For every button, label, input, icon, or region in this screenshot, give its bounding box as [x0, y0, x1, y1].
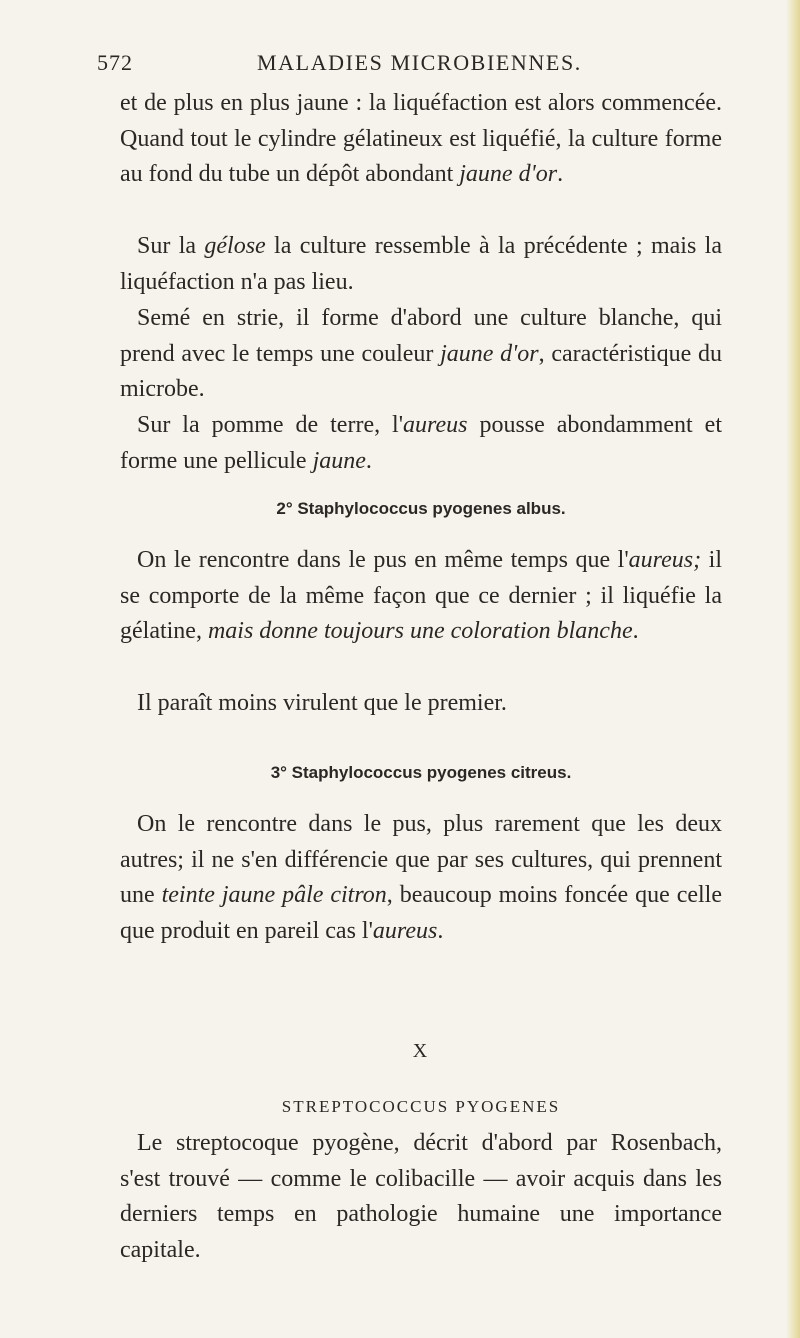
- paragraph-pomme-de-terre: Sur la pomme de terre, l'aureus pousse abondamment et forme une pellicule jaune.: [120, 412, 722, 474]
- paragraph-citreus: On le rencontre dans le pus, plus rarement que les deux autres; il ne s'en différencie que par ses cultures, qui prennent une teinte jaune pâle citron, beaucoup moins foncée que celle que produit en pareil cas l'aureus.: [120, 811, 723, 945]
- paragraph-virulence: Il paraît moins virulent que le premier.: [137, 690, 507, 716]
- paragraph-strie: Semé en strie, il forme d'abord une culture blanche, qui prend avec le temps une couleur jaune d'or, caractéristique du microbe.: [120, 305, 722, 403]
- running-title: MALADIES MICROBIENNES.: [257, 50, 582, 75]
- section-title: STREPTOCOCCUS PYOGENES: [281, 1097, 561, 1116]
- subheading-albus: 2° Staphylococcus pyogenes albus.: [276, 499, 566, 518]
- paragraph-streptococcus: Le streptocoque pyogène, décrit d'abord par Rosenbach, s'est trouvé — comme le colibacille — avoir acquis dans les derniers temps en pathologie humaine une importance capitale.: [120, 1130, 722, 1264]
- page-edge-shadow: [786, 0, 800, 1338]
- running-header: [97, 50, 717, 80]
- paragraph-gelose: Sur la gélose la culture ressemble à la précédente ; mais la liquéfaction n'a pas lieu.: [120, 233, 722, 295]
- paragraph-gelatin-liquefaction: et de plus en plus jaune : la liquéfaction est alors commencée. Quand tout le cylindre gélatineux est liquéfié, la culture forme au fond du tube un dépôt abondant jaune d'or.: [120, 90, 722, 188]
- page-number: 572: [97, 50, 133, 75]
- subheading-citreus: 3° Staphylococcus pyogenes citreus.: [270, 763, 572, 782]
- section-number: X: [412, 1040, 430, 1062]
- paragraph-albus: On le rencontre dans le pus en même temps que l'aureus; il se comporte de la même façon que ce dernier ; il liquéfie la gélatine, mais donne toujours une coloration blanche.: [120, 547, 722, 645]
